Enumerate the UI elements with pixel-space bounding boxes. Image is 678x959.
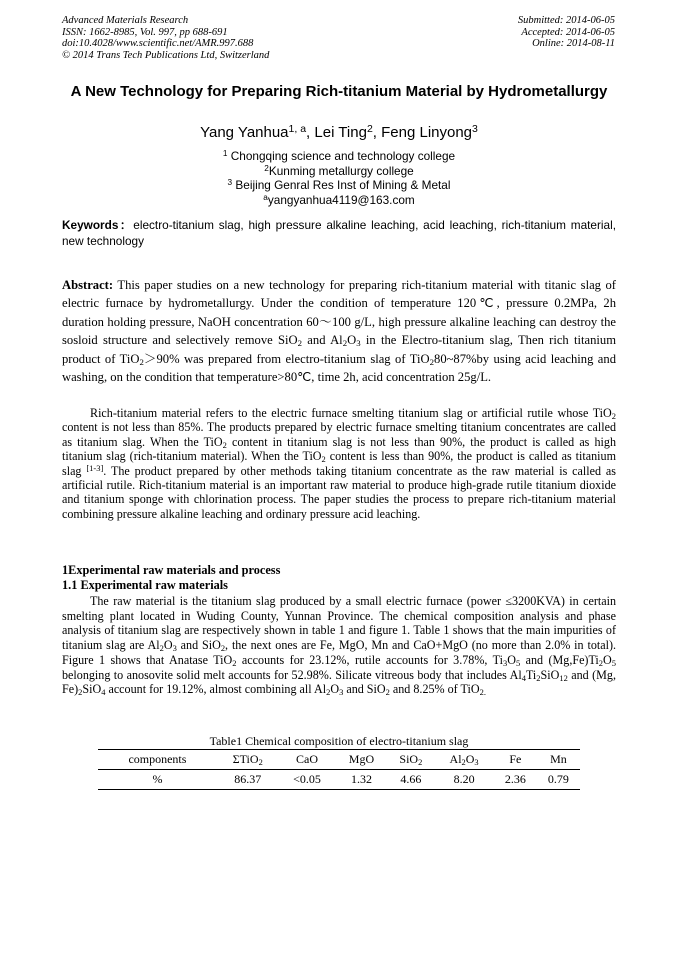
subscript: 3 (339, 687, 344, 698)
subscript: 2 (222, 439, 227, 450)
affiliation-text: Chongqing science and technology college (227, 149, 456, 163)
abstract-text (62, 278, 616, 384)
text-run: Ti (525, 667, 537, 682)
superscript: [1-3] (86, 462, 104, 473)
subsection-heading: 1.1 Experimental raw materials (62, 578, 228, 592)
subscript: 2. (479, 687, 486, 698)
date-line: Online: 2014-08-11 (532, 38, 615, 49)
text-run: O (347, 333, 357, 348)
journal-info-line: ISSN: 1662-8985, Vol. 997, pp 688-691 (62, 26, 228, 38)
text-run: Fe (509, 752, 522, 766)
text-run: account for 19.12%, almost combining all Al (105, 682, 327, 697)
intro-paragraph (62, 406, 616, 521)
text-run: ＞90% was prepared from electro-titanium slag of TiO (143, 351, 430, 366)
text-run: O (465, 752, 475, 766)
subscript: 3 (172, 643, 177, 654)
text-run: . The product prepared by other methods taking titanium concentrate as the raw material is called as artificial rutile. Rich-titanium material is an important raw material to produce high-grade rutile titanium dioxide and titanium sponge with chlorination process. The paper studies the process to prepare rich-titanium material combining pressure alkaline leaching and ordinary pressure acid leaching. (62, 463, 616, 521)
text-run: O (163, 638, 173, 653)
affiliation-text: Beijing Genral Res Inst of Mining & Metal (232, 178, 451, 193)
text-run: O (507, 652, 516, 667)
text-run: Mn (550, 752, 567, 766)
subscript: 2 (326, 687, 331, 698)
author-affiliation-mark: 3 (472, 122, 478, 135)
table-header-cell (434, 750, 494, 770)
subscript: 3 (502, 657, 508, 668)
table-cell: % (152, 772, 163, 786)
subscript: 5 (611, 657, 616, 668)
subscript: 2 (598, 657, 604, 668)
subscript: 2 (321, 454, 326, 465)
keywords (62, 217, 616, 249)
affiliation-line (62, 178, 616, 193)
affiliation-text: yangyanhua4119@163.com (267, 192, 415, 207)
text-run: SiO (399, 752, 419, 766)
subscript: 2 (429, 356, 435, 367)
subscript: 3 (474, 758, 479, 768)
affiliation-mark: a (263, 192, 268, 202)
submission-dates (395, 15, 615, 50)
text-run: content is less than 90%, the product is called as titanium slag (62, 449, 616, 478)
table-header-row (98, 750, 580, 770)
table-header-cell (98, 750, 217, 770)
author-name: Yang Yanhua (200, 124, 289, 141)
table-cell: 4.66 (400, 772, 422, 786)
text-run: SiO (82, 682, 102, 697)
subscript: 2 (232, 657, 237, 668)
affiliation-line (62, 164, 616, 179)
table-caption: Table1 Chemical composition of electro-titanium slag (209, 734, 469, 748)
subscript: 2 (78, 687, 83, 698)
journal-info-line: Advanced Materials Research (62, 15, 189, 26)
text-run: and (Mg, Fe) (62, 667, 616, 697)
subscript: 2 (258, 758, 263, 768)
text-run: accounts for 23.12%, rutile accounts for 3.78%, Ti (236, 652, 503, 667)
table-header-cell (279, 750, 336, 770)
table-row (98, 770, 580, 790)
text-run: content is not less than 85%. The products prepared by electric furnace smelting titanium concentrates are called as titanium slag. When the TiO (62, 420, 616, 449)
text-run: and (Mg,Fe)Ti (520, 652, 599, 667)
subscript: 3 (356, 338, 361, 349)
affiliation-line (62, 149, 616, 164)
subscript: 2 (220, 643, 226, 654)
date-line: Accepted: 2014-06-05 (521, 26, 615, 38)
subscript: 2 (385, 687, 390, 698)
subscript: 2 (611, 411, 616, 422)
table-cell: 8.20 (453, 772, 475, 786)
table-header-cell (494, 750, 537, 770)
text-run: belonging to anosovite solid melt accounts for 52.98%. Silicate vitreous body that includes Al (62, 667, 522, 682)
subscript: 2 (461, 758, 466, 768)
table-cell: <0.05 (293, 772, 321, 786)
affiliation-text: Kunming metallurgy college (268, 163, 414, 178)
section-heading: 1Experimental raw materials and process (62, 563, 281, 577)
affiliations (62, 149, 616, 207)
table-cell: 0.79 (547, 772, 569, 786)
subscript: 2 (342, 338, 348, 349)
affiliation-mark: 1 (222, 148, 228, 158)
affiliation-mark: 3 (227, 178, 233, 188)
text-run: 80~87%by using acid leaching and washing, on the condition that temperature>80℃, time 2h, acid concentration 25g/L. (62, 351, 616, 385)
table-cell: 86.37 (234, 772, 262, 786)
table-cell: 2.36 (504, 772, 526, 786)
keywords-label: Keywords (62, 218, 119, 232)
text-run: ΣTiO (232, 752, 259, 766)
text-run: in the Electro-titanium slag, Then rich titanium product of TiO (62, 333, 616, 366)
subscript: 2 (159, 643, 164, 654)
text-run: This paper studies on a new technology for preparing rich-titanium material with titanic slag of electric furnace by hydrometallurgy. Under the condition of temperature 120℃, pressure 0.2MPa, 2h duration holding pressure, NaOH concentration 60～100 g/L, high pressure alkaline leaching can destroy the sosloid structure and selectively remove SiO (62, 278, 616, 348)
subscript: 2 (418, 758, 423, 768)
abstract-label: Abstract: (62, 278, 114, 292)
abstract (62, 276, 616, 386)
affiliation-line (62, 193, 616, 208)
author-name: Feng Linyong (381, 124, 473, 141)
text-run: and 8.25% of TiO (389, 682, 480, 697)
journal-info (62, 15, 382, 61)
author-separator: , (306, 124, 315, 141)
table-header-cell (537, 750, 580, 770)
table-header-cell (335, 750, 387, 770)
table-header-cell (387, 750, 434, 770)
text-run: , the next ones are Fe, MgO, Mn and CaO+MgO (no more than 2.0% in total). Figure 1 shows that Anatase TiO (62, 638, 616, 667)
composition-table (98, 749, 580, 790)
subscript: 2 (536, 672, 541, 683)
paper-title: A New Technology for Preparing Rich-titanium Material by Hydrometallurgy (70, 83, 608, 100)
text-run: and SiO (176, 638, 221, 653)
keywords-text: electro-titanium slag, high pressure alkaline leaching, acid leaching, rich-titanium material, new technology (62, 218, 616, 248)
author-affiliation-mark: 2 (366, 122, 373, 135)
text-run: CaO (296, 752, 319, 766)
text-run: content in titanium slag is not less than 90%, the product is called as high titanium slag (rich-titanium material). When the TiO (62, 434, 616, 464)
subscript: 2 (297, 338, 303, 349)
text-run: and Al (302, 333, 343, 348)
text-run: components (128, 752, 187, 766)
table-cell: 1.32 (350, 772, 372, 786)
text-run: O (603, 652, 612, 667)
journal-info-line: doi:10.4028/www.scientific.net/AMR.997.688 (62, 38, 254, 49)
text-run: Al (449, 752, 462, 766)
subscript: 12 (559, 672, 568, 683)
subscript: 2 (139, 356, 144, 367)
table-header-cell (217, 750, 279, 770)
author-list (62, 124, 616, 142)
subscript: 4 (101, 687, 106, 698)
author-separator: , (372, 124, 382, 141)
author-affiliation-mark: 1, a (288, 122, 307, 135)
text-run: O (330, 682, 340, 697)
subscript: 5 (515, 657, 521, 668)
journal-info-line: © 2014 Trans Tech Publications Ltd, Switzerland (62, 49, 270, 61)
text-run: The raw material is the titanium slag produced by a small electric furnace (power ≤3200KVA) in certain smelting plant located in Wuding County, Yunnan Province. The chemical composition analysis and phase analysis of titanium slag are respectively shown in table 1 and figure 1. Table 1 shows that the main impurities of titanium slag are Al (62, 594, 616, 653)
text-run: SiO (540, 667, 560, 682)
text-run: Rich-titanium material refers to the electric furnace smelting titanium slag or artificial rutile whose TiO (90, 406, 612, 420)
author-name: Lei Ting (314, 124, 367, 141)
date-line: Submitted: 2014-06-05 (517, 15, 615, 26)
raw-materials-paragraph (62, 594, 616, 697)
affiliation-mark: 2 (264, 163, 269, 173)
subscript: 4 (521, 672, 526, 683)
text-run: and SiO (343, 682, 386, 697)
text-run: MgO (348, 752, 375, 766)
keywords-separator: ： (118, 218, 134, 232)
